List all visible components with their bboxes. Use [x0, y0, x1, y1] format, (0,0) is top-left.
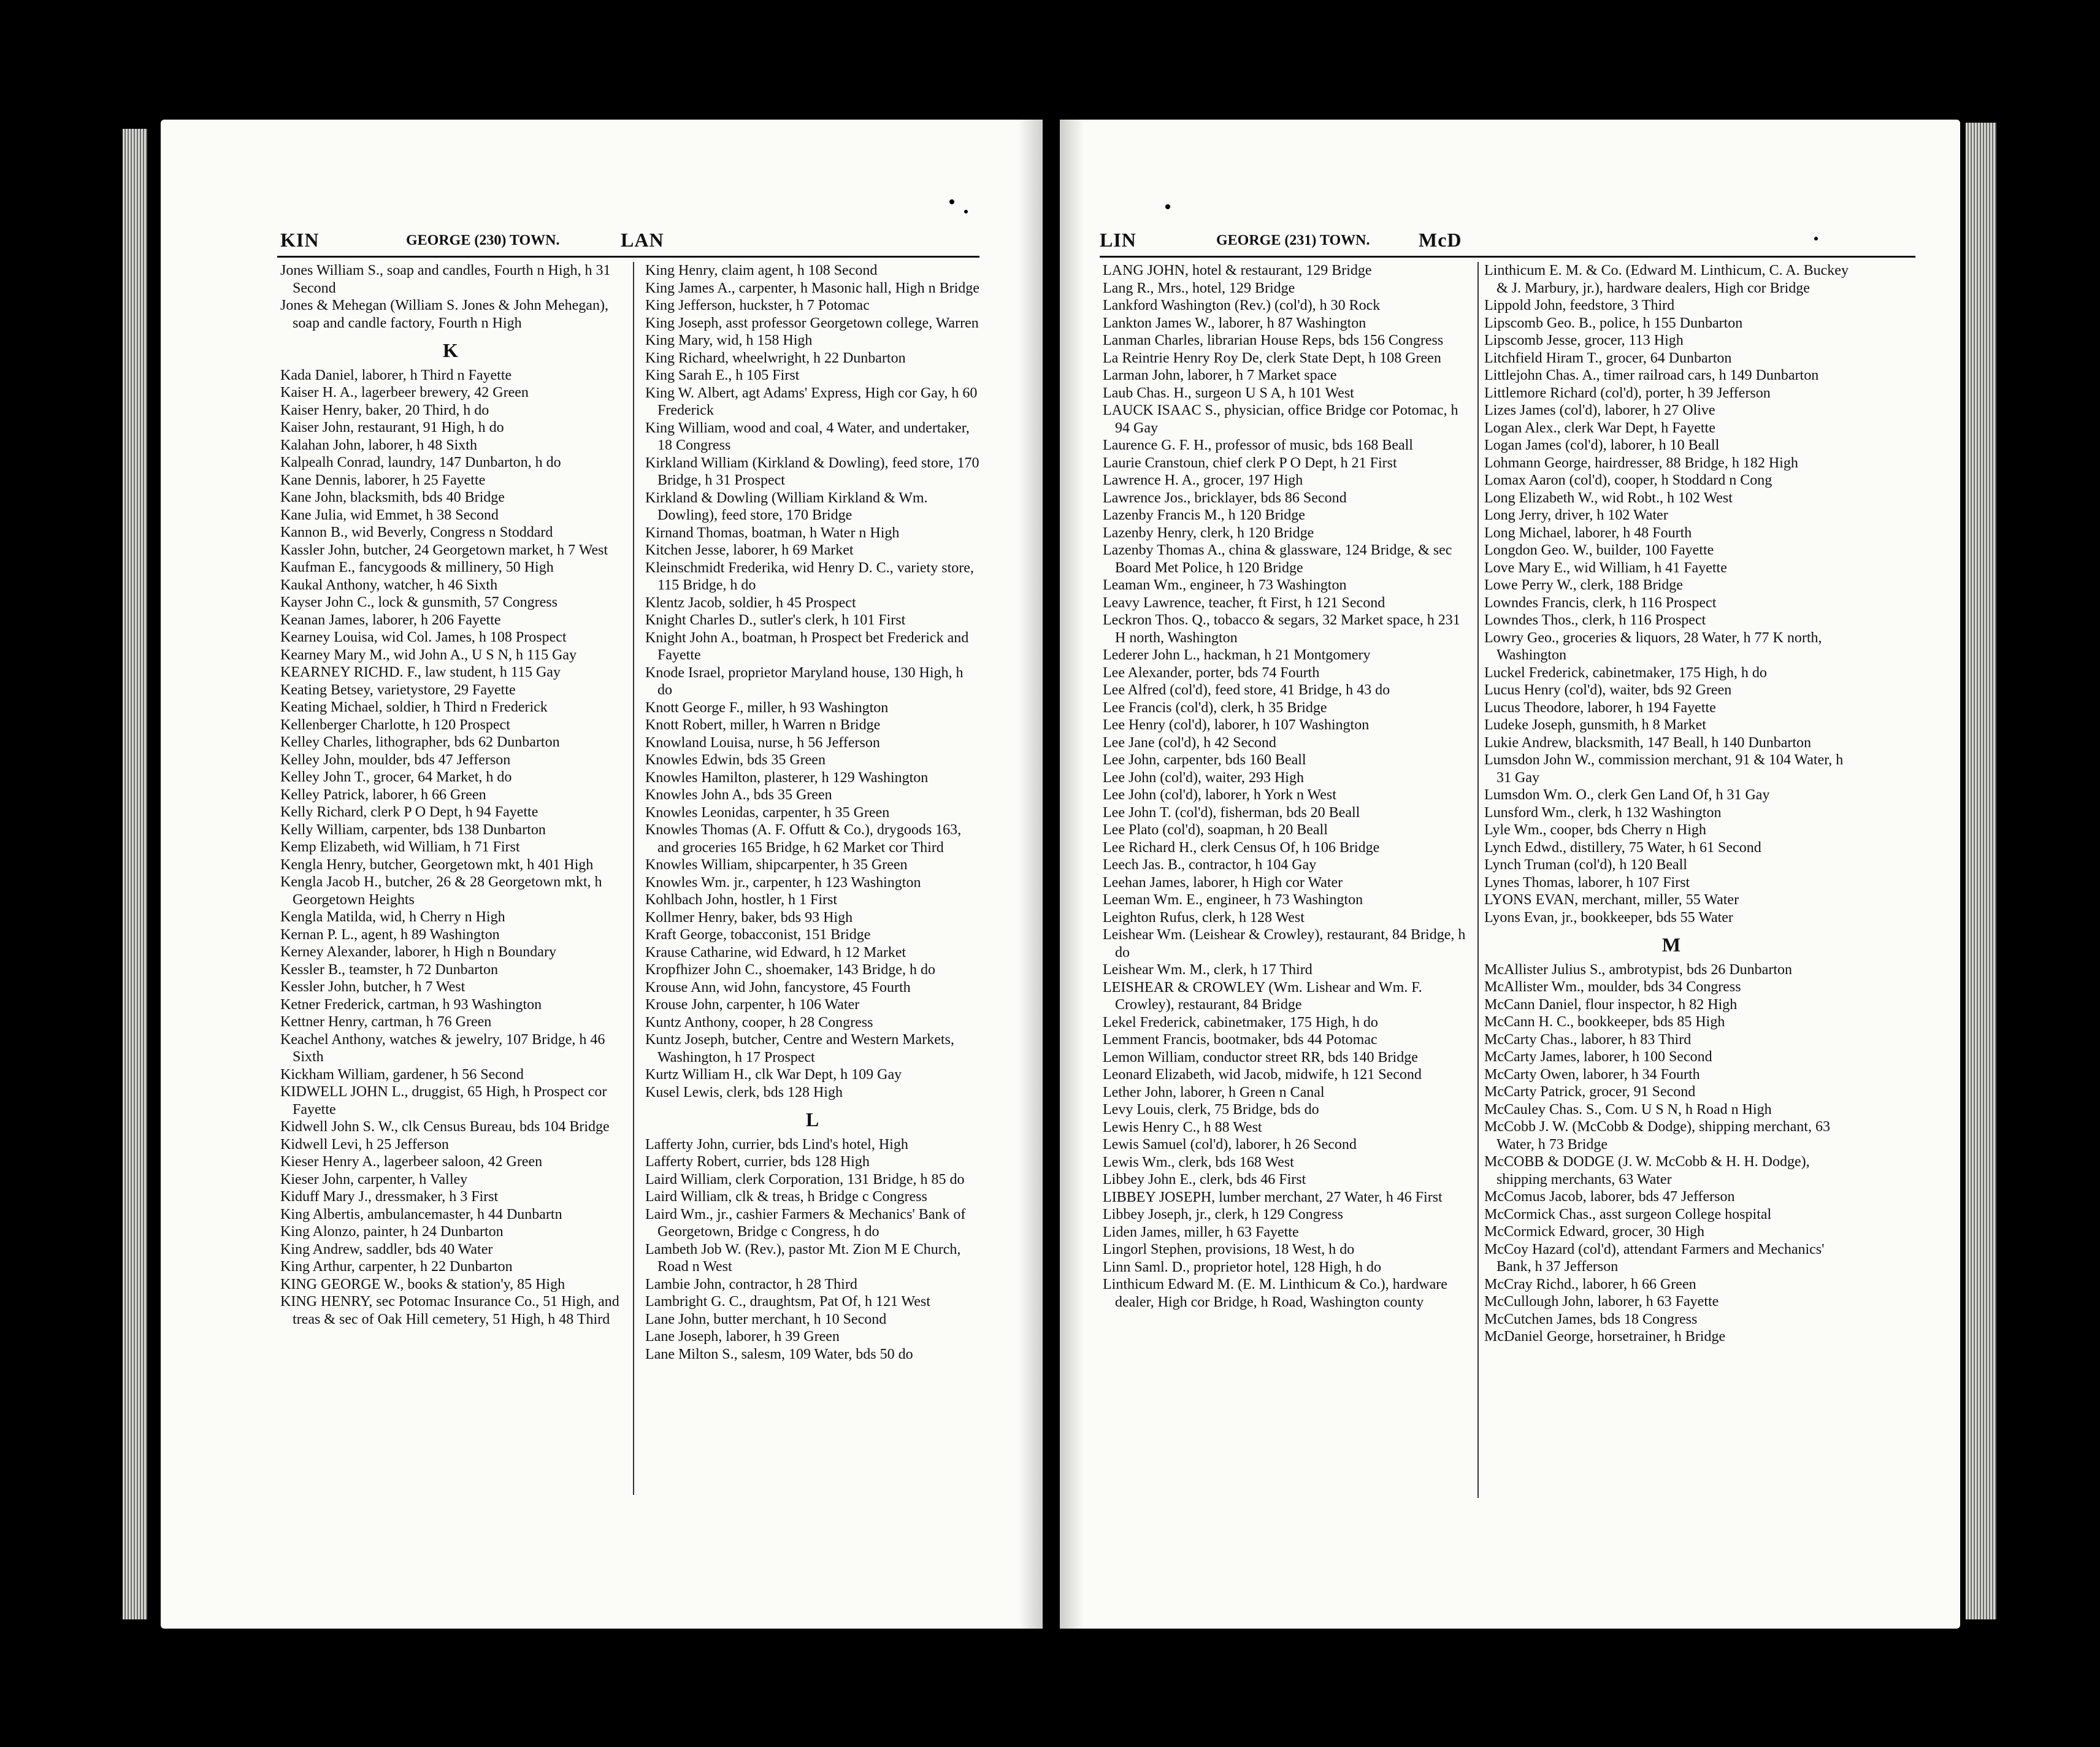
- ink-speck: [1165, 204, 1170, 209]
- directory-entry: LEISHEAR & CROWLEY (Wm. Lishear and Wm. F. Crowley), restaurant, 84 Bridge: [1103, 979, 1422, 1013]
- directory-entry: Kusel Lewis, clerk, bds 128 High: [645, 1084, 843, 1100]
- directory-entry: Lunsford Wm., clerk, h 132 Washington: [1484, 804, 1722, 821]
- directory-entry: Lether John, laborer, h Green n Canal: [1103, 1084, 1325, 1100]
- directory-entry: Lemment Francis, bootmaker, bds 44 Potomac: [1103, 1032, 1378, 1048]
- directory-entry: Lucus Henry (col'd), waiter, bds 92 Green: [1484, 682, 1732, 698]
- directory-entry: Lederer John L., hackman, h 21 Montgomery: [1103, 647, 1371, 663]
- directory-entry: Laurence G. F. H., professor of music, bds 168 Beall: [1103, 437, 1413, 453]
- directory-entry: Kaiser Henry, baker, 20 Third, h do: [280, 402, 489, 418]
- directory-column-2: [645, 262, 979, 1363]
- directory-entry: King William, wood and coal, 4 Water, and undertaker, 18 Congress: [645, 420, 970, 453]
- directory-entry: KING HENRY, sec Potomac Insurance Co., 51 High, and treas & sec of Oak Hill cemetery, 51 High, h 48 Third: [280, 1294, 619, 1327]
- directory-entry: Lee John, carpenter, bds 160 Beall: [1103, 752, 1306, 768]
- directory-entry: Knowles Hamilton, plasterer, h 129 Washington: [645, 769, 929, 786]
- directory-entry: McCOBB & DODGE (J. W. McCobb & H. H. Dodge), shipping merchants, 63 Water: [1484, 1154, 1810, 1188]
- directory-entry: Krouse John, carpenter, h 106 Water: [645, 997, 860, 1013]
- directory-entry: Lankford Washington (Rev.) (col'd), h 30 Rock: [1103, 298, 1381, 313]
- directory-entry: McCann H. C., bookkeeper, bds 85 High: [1484, 1014, 1725, 1030]
- directory-entry: Kelley John, moulder, bds 47 Jefferson: [280, 751, 511, 768]
- directory-entry: Littlejohn Chas. A., timer railroad cars, h 149 Dunbarton: [1484, 367, 1819, 383]
- directory-entry: Kearney Louisa, wid Col. James, h 108 Prospect: [280, 629, 567, 645]
- left-guide-word: KIN: [280, 229, 320, 251]
- directory-entry: Lipscomb Jesse, grocer, 113 High: [1484, 332, 1684, 348]
- directory-entry: Leishear Wm. (Leishear & Crowley), restaurant, 84 Bridge, h do: [1103, 927, 1466, 961]
- section-letter-heading: K: [443, 339, 458, 361]
- directory-entry: Litchfield Hiram T., grocer, 64 Dunbarton: [1484, 350, 1732, 366]
- directory-entry: Lyons Evan, jr., bookkeeper, bds 55 Water: [1484, 909, 1733, 926]
- directory-entry: Kieser John, carpenter, h Valley: [280, 1171, 468, 1188]
- directory-entry: Lee Richard H., clerk Census Of, h 106 Bridge: [1103, 839, 1380, 856]
- directory-entry: Kelley Patrick, laborer, h 66 Green: [280, 786, 486, 803]
- directory-entry: McCann Daniel, flour inspector, h 82 High: [1484, 996, 1738, 1013]
- directory-entry: Klentz Jacob, soldier, h 45 Prospect: [645, 594, 856, 611]
- directory-entry: Knott Robert, miller, h Warren n Bridge: [645, 717, 881, 733]
- directory-entry: McDaniel George, horsetrainer, h Bridge: [1484, 1329, 1726, 1345]
- column-divider: [633, 262, 634, 1495]
- directory-entry: Kalahan John, laborer, h 48 Sixth: [280, 437, 477, 453]
- directory-entry: Kelly Richard, clerk P O Dept, h 94 Fayette: [280, 804, 538, 820]
- running-title: GEORGE (230) TOWN.: [406, 232, 560, 248]
- directory-entry: Keachel Anthony, watches & jewelry, 107 Bridge, h 46 Sixth: [280, 1031, 605, 1065]
- directory-entry: Krouse Ann, wid John, fancystore, 45 Fourth: [645, 979, 911, 996]
- directory-entry: Kernan P. L., agent, h 89 Washington: [280, 926, 500, 943]
- directory-entry: Kelly William, carpenter, bds 138 Dunbarton: [280, 821, 546, 838]
- directory-entry: Kane John, blacksmith, bds 40 Bridge: [280, 490, 505, 505]
- directory-entry: Lucus Theodore, laborer, h 194 Fayette: [1484, 699, 1716, 716]
- directory-entry: Knowles Edwin, bds 35 Green: [645, 752, 826, 768]
- directory-entry: Leavy Lawrence, teacher, ft First, h 121 Second: [1103, 594, 1385, 611]
- directory-entry: Kellenberger Charlotte, h 120 Prospect: [280, 716, 510, 733]
- ink-speck: [1814, 237, 1818, 240]
- directory-entry: Levy Louis, clerk, 75 Bridge, bds do: [1103, 1102, 1319, 1118]
- running-title: GEORGE (231) TOWN.: [1216, 232, 1370, 248]
- directory-entry: Kengla Henry, butcher, Georgetown mkt, h 401 High: [280, 856, 594, 873]
- directory-entry: Lowndes Thos., clerk, h 116 Prospect: [1484, 612, 1706, 628]
- directory-entry: Leehan James, laborer, h High cor Water: [1103, 874, 1343, 891]
- directory-entry: Laird Wm., jr., cashier Farmers & Mechanics' Bank of Georgetown, Bridge c Congress, h do: [645, 1206, 966, 1240]
- directory-entry: McAllister Julius S., ambrotypist, bds 26 Dunbarton: [1484, 961, 1792, 978]
- directory-entry: Lane John, butter merchant, h 10 Second: [645, 1311, 887, 1327]
- directory-entry: Kengla Jacob H., butcher, 26 & 28 Georgetown mkt, h Georgetown Heights: [280, 874, 602, 908]
- directory-entry: Kemp Elizabeth, wid William, h 71 First: [280, 839, 520, 855]
- directory-entry: Lippold John, feedstore, 3 Third: [1484, 298, 1675, 313]
- directory-entry: King Jefferson, huckster, h 7 Potomac: [645, 298, 870, 313]
- directory-entry: Lohmann George, hairdresser, 88 Bridge, h 182 High: [1484, 455, 1798, 471]
- directory-entry: LIBBEY JOSEPH, lumber merchant, 27 Water, h 46 First: [1103, 1189, 1443, 1205]
- directory-entry: Kidwell Levi, h 25 Jefferson: [280, 1136, 449, 1153]
- section-letter-heading: M: [1661, 934, 1681, 956]
- directory-entry: Lee Francis (col'd), clerk, h 35 Bridge: [1103, 699, 1327, 716]
- directory-entry: Knowles John A., bds 35 Green: [645, 787, 832, 803]
- directory-entry: KING GEORGE W., books & station'y, 85 High: [280, 1276, 565, 1292]
- directory-entry: King Arthur, carpenter, h 22 Dunbarton: [280, 1259, 513, 1275]
- directory-entry: Logan James (col'd), laborer, h 10 Beall: [1484, 437, 1720, 453]
- directory-entry: Lawrence Jos., bricklayer, bds 86 Second: [1103, 490, 1347, 506]
- directory-entry: Luckel Frederick, cabinetmaker, 175 High, h do: [1484, 664, 1767, 681]
- directory-entry: Kollmer Henry, baker, bds 93 High: [645, 909, 853, 926]
- directory-entry: Lafferty Robert, currier, bds 128 High: [645, 1154, 870, 1170]
- directory-entry: KIDWELL JOHN L., druggist, 65 High, h Prospect cor Fayette: [280, 1084, 607, 1118]
- directory-entry: McCauley Chas. S., Com. U S N, h Road n High: [1484, 1101, 1772, 1118]
- directory-entry: Knight Charles D., sutler's clerk, h 101 First: [645, 612, 906, 628]
- directory-entry: Lee Jane (col'd), h 42 Second: [1103, 734, 1276, 751]
- directory-entry: McCarty James, laborer, h 100 Second: [1484, 1049, 1712, 1065]
- directory-entry: King Joseph, asst professor Georgetown college, Warren: [645, 315, 979, 331]
- directory-entry: Kaufman E., fancygoods & millinery, 50 High: [280, 559, 554, 575]
- directory-entry: Lee Alexander, porter, bds 74 Fourth: [1103, 664, 1320, 681]
- directory-entry: Kickham William, gardener, h 56 Second: [280, 1066, 524, 1083]
- directory-entry: Laird William, clerk Corporation, 131 Bridge, h 85 do: [645, 1171, 965, 1188]
- directory-entry: Lumsdon Wm. O., clerk Gen Land Of, h 31 Gay: [1484, 787, 1770, 803]
- directory-entry: Lazenby Henry, clerk, h 120 Bridge: [1103, 524, 1314, 541]
- directory-entry: Ketner Frederick, cartman, h 93 Washington: [280, 996, 542, 1013]
- directory-entry: Lane Milton S., salesm, 109 Water, bds 50 do: [645, 1346, 913, 1362]
- directory-column-4: [1484, 262, 1858, 1346]
- directory-entry: Linthicum E. M. & Co. (Edward M. Linthicum, C. A. Buckey & J. Marbury, jr.), hardware dealers, High cor Bridge: [1484, 263, 1849, 296]
- directory-entry: Kaukal Anthony, watcher, h 46 Sixth: [280, 577, 498, 593]
- directory-entry: Knight John A., boatman, h Prospect bet Frederick and Fayette: [645, 629, 969, 663]
- directory-entry: McCarty Patrick, grocer, 91 Second: [1484, 1084, 1696, 1100]
- directory-entry: Jones William S., soap and candles, Fourth n High, h 31 Second: [280, 263, 611, 296]
- directory-entry: Laub Chas. H., surgeon U S A, h 101 West: [1103, 385, 1354, 401]
- directory-entry: Jones & Mehegan (William S. Jones & John Mehegan), soap and candle factory, Fourth n High: [280, 298, 608, 331]
- directory-entry: Kalpealh Conrad, laundry, 147 Dunbarton, h do: [280, 455, 561, 470]
- directory-entry: Laurie Cranstoun, chief clerk P O Dept, h 21 First: [1103, 455, 1397, 471]
- directory-entry: Libbey Joseph, jr., clerk, h 129 Congress: [1103, 1207, 1343, 1223]
- directory-entry: Long Jerry, driver, h 102 Water: [1484, 507, 1668, 523]
- directory-entry: Lambie John, contractor, h 28 Third: [645, 1276, 857, 1292]
- directory-entry: Knowland Louisa, nurse, h 56 Jefferson: [645, 734, 880, 751]
- directory-entry: Kieser Henry A., lagerbeer saloon, 42 Green: [280, 1154, 543, 1170]
- directory-entry: Lee John (col'd), laborer, h York n West: [1103, 787, 1336, 803]
- directory-entry: Lewis Samuel (col'd), laborer, h 26 Second: [1103, 1137, 1357, 1153]
- directory-entry: Leonard Elizabeth, wid Jacob, midwife, h 121 Second: [1103, 1067, 1422, 1083]
- directory-entry: Long Michael, laborer, h 48 Fourth: [1484, 524, 1692, 541]
- directory-entry: Lowndes Francis, clerk, h 116 Prospect: [1484, 594, 1717, 611]
- directory-entry: Lafferty John, currier, bds Lind's hotel, High: [645, 1136, 908, 1153]
- directory-entry: Kropfhizer John C., shoemaker, 143 Bridge, h do: [645, 962, 935, 978]
- directory-entry: Longdon Geo. W., builder, 100 Fayette: [1484, 542, 1714, 558]
- directory-entry: KEARNEY RICHD. F., law student, h 115 Gay: [280, 664, 561, 680]
- directory-entry: Kane Julia, wid Emmet, h 38 Second: [280, 507, 499, 523]
- directory-entry: Kada Daniel, laborer, h Third n Fayette: [280, 367, 512, 383]
- gutter-shadow: [1060, 120, 1084, 1629]
- directory-entry: King James A., carpenter, h Masonic hall, High n Bridge: [645, 280, 979, 296]
- directory-entry: Lazenby Thomas A., china & glassware, 124 Bridge, & sec Board Met Police, h 120 Bridge: [1103, 542, 1452, 576]
- directory-entry: Kearney Mary M., wid John A., U S N, h 115 Gay: [280, 647, 577, 663]
- directory-entry: Kaiser H. A., lagerbeer brewery, 42 Green: [280, 385, 529, 401]
- page-edge-right: [1966, 123, 1996, 1619]
- directory-entry: Libbey John E., clerk, bds 46 First: [1103, 1172, 1306, 1188]
- directory-entry: Knowles Thomas (A. F. Offutt & Co.), drygoods 163, and groceries 165 Bridge, h 62 Market cor Third: [645, 822, 962, 856]
- directory-entry: King Richard, wheelwright, h 22 Dunbarton: [645, 350, 906, 366]
- directory-entry: Lazenby Francis M., h 120 Bridge: [1103, 507, 1305, 523]
- directory-entry: Kuntz Anthony, cooper, h 28 Congress: [645, 1014, 873, 1031]
- directory-entry: Kelley John T., grocer, 64 Market, h do: [280, 769, 512, 785]
- right-page: [1060, 120, 1960, 1629]
- directory-entry: LAUCK ISAAC S., physician, office Bridge cor Potomac, h 94 Gay: [1103, 402, 1458, 436]
- directory-entry: McAllister Wm., moulder, bds 34 Congress: [1484, 979, 1741, 995]
- directory-entry: Kelley Charles, lithographer, bds 62 Dunbarton: [280, 734, 560, 750]
- directory-entry: Kleinschmidt Frederika, wid Henry D. C., variety store, 115 Bridge, h do: [645, 559, 974, 593]
- directory-entry: McComus Jacob, laborer, bds 47 Jefferson: [1484, 1189, 1735, 1205]
- directory-entry: Kuntz Joseph, butcher, Centre and Western Markets, Washington, h 17 Prospect: [645, 1032, 954, 1065]
- directory-entry: Knott George F., miller, h 93 Washington: [645, 699, 889, 716]
- directory-entry: Long Elizabeth W., wid Robt., h 102 West: [1484, 490, 1733, 506]
- directory-entry: Lipscomb Geo. B., police, h 155 Dunbarton: [1484, 315, 1743, 331]
- directory-entry: Lewis Henry C., h 88 West: [1103, 1119, 1262, 1135]
- directory-entry: McCarty Chas., laborer, h 83 Third: [1484, 1031, 1692, 1048]
- directory-entry: Knowles William, shipcarpenter, h 35 Green: [645, 857, 908, 873]
- directory-entry: Kidwell John S. W., clk Census Bureau, bds 104 Bridge: [280, 1119, 610, 1135]
- directory-entry: Linn Saml. D., proprietor hotel, 128 High, h do: [1103, 1259, 1381, 1275]
- directory-entry: Kerney Alexander, laborer, h High n Boundary: [280, 944, 556, 960]
- directory-entry: Ludeke Joseph, gunsmith, h 8 Market: [1484, 717, 1706, 733]
- section-letter-heading: L: [805, 1108, 819, 1131]
- directory-entry: King Mary, wid, h 158 High: [645, 332, 813, 348]
- directory-entry: Keating Betsey, varietystore, 29 Fayette: [280, 682, 516, 698]
- directory-entry: McCormick Chas., asst surgeon College hospital: [1484, 1206, 1772, 1223]
- directory-entry: Knowles Wm. jr., carpenter, h 123 Washington: [645, 874, 921, 891]
- directory-entry: Lawrence H. A., grocer, 197 High: [1103, 472, 1303, 488]
- directory-entry: Lumsdon John W., commission merchant, 91 & 104 Water, h 31 Gay: [1484, 752, 1844, 786]
- directory-entry: King Henry, claim agent, h 108 Second: [645, 263, 878, 278]
- directory-column-3: [1103, 262, 1471, 1311]
- directory-entry: Lee Alfred (col'd), feed store, 41 Bridge, h 43 do: [1103, 682, 1390, 698]
- directory-entry: LANG JOHN, hotel & restaurant, 129 Bridge: [1103, 263, 1372, 278]
- directory-entry: Kannon B., wid Beverly, Congress n Stoddard: [280, 524, 553, 540]
- directory-entry: Lambright G. C., draughtsm, Pat Of, h 121 West: [645, 1294, 930, 1310]
- left-guide-word: LIN: [1100, 229, 1136, 251]
- directory-entry: Lane Joseph, laborer, h 39 Green: [645, 1329, 840, 1345]
- directory-entry: Lingorl Stephen, provisions, 18 West, h do: [1103, 1242, 1355, 1257]
- directory-entry: Kayser John C., lock & gunsmith, 57 Congress: [280, 594, 558, 610]
- directory-entry: Kraft George, tobacconist, 151 Bridge: [645, 927, 871, 943]
- directory-entry: King Alonzo, painter, h 24 Dunbarton: [280, 1224, 504, 1240]
- directory-entry: Kurtz William H., clk War Dept, h 109 Gay: [645, 1067, 902, 1083]
- directory-entry: Lang R., Mrs., hotel, 129 Bridge: [1103, 280, 1295, 296]
- directory-entry: McCray Richd., laborer, h 66 Green: [1484, 1276, 1696, 1292]
- directory-entry: McCobb J. W. (McCobb & Dodge), shipping merchant, 63 Water, h 73 Bridge: [1484, 1119, 1830, 1153]
- directory-entry: Kengla Matilda, wid, h Cherry n High: [280, 909, 505, 925]
- header-rule: [277, 256, 979, 258]
- directory-entry: Keanan James, laborer, h 206 Fayette: [280, 612, 501, 628]
- directory-entry: Linthicum Edward M. (E. M. Linthicum & Co.), hardware dealer, High cor Bridge, h Road, Washington county: [1103, 1277, 1447, 1310]
- right-guide-word: LAN: [621, 229, 664, 251]
- gutter-shadow: [1018, 120, 1043, 1629]
- directory-entry: Lankton James W., laborer, h 87 Washington: [1103, 315, 1366, 331]
- directory-entry: Lambeth Job W. (Rev.), pastor Mt. Zion M E Church, Road n West: [645, 1241, 961, 1275]
- directory-entry: Lee John T. (col'd), fisherman, bds 20 Beall: [1103, 804, 1360, 821]
- directory-entry: McCoy Hazard (col'd), attendant Farmers and Mechanics' Bank, h 37 Jefferson: [1484, 1241, 1825, 1275]
- directory-entry: Kirkland & Dowling (William Kirkland & Wm. Dowling), feed store, 170 Bridge: [645, 490, 928, 523]
- directory-entry: Leaman Wm., engineer, h 73 Washington: [1103, 577, 1347, 593]
- directory-entry: Lomax Aaron (col'd), cooper, h Stoddard n Cong: [1484, 472, 1772, 488]
- directory-entry: Lowry Geo., groceries & liquors, 28 Water, h 77 K north, Washington: [1484, 629, 1822, 663]
- directory-entry: McCutchen James, bds 18 Congress: [1484, 1311, 1698, 1327]
- directory-entry: McCarty Owen, laborer, h 34 Fourth: [1484, 1066, 1700, 1083]
- directory-entry: Lewis Wm., clerk, bds 168 West: [1103, 1154, 1294, 1170]
- ink-speck: [949, 199, 954, 204]
- directory-entry: Lynch Edwd., distillery, 75 Water, h 61 Second: [1484, 839, 1761, 856]
- directory-entry: Lanman Charles, librarian House Reps, bds 156 Congress: [1103, 332, 1444, 348]
- directory-entry: Kaiser John, restaurant, 91 High, h do: [280, 420, 504, 436]
- header-rule: [1100, 256, 1915, 258]
- page-header: [1100, 229, 1909, 259]
- directory-entry: McCullough John, laborer, h 63 Fayette: [1484, 1294, 1719, 1310]
- directory-column-1: [280, 262, 621, 1328]
- directory-entry: Lynch Truman (col'd), h 120 Beall: [1484, 857, 1687, 873]
- directory-entry: Liden James, miller, h 63 Fayette: [1103, 1224, 1299, 1240]
- directory-entry: Lyle Wm., cooper, bds Cherry n High: [1484, 822, 1706, 838]
- right-guide-word: McD: [1419, 229, 1462, 251]
- directory-entry: Lizes James (col'd), laborer, h 27 Olive: [1484, 402, 1715, 418]
- directory-entry: Knowles Leonidas, carpenter, h 35 Green: [645, 804, 890, 821]
- column-divider: [1477, 262, 1479, 1498]
- directory-entry: Keating Michael, soldier, h Third n Frederick: [280, 699, 548, 715]
- directory-entry: Kessler John, butcher, h 7 West: [280, 979, 466, 995]
- directory-entry: Leckron Thos. Q., tobacco & segars, 32 Market space, h 231 H north, Washington: [1103, 612, 1460, 646]
- directory-entry: McCormick Edward, grocer, 30 High: [1484, 1224, 1704, 1240]
- directory-entry: Lowe Perry W., clerk, 188 Bridge: [1484, 577, 1683, 593]
- directory-entry: Lemon William, conductor street RR, bds 140 Bridge: [1103, 1049, 1418, 1065]
- directory-entry: Kassler John, butcher, 24 Georgetown market, h 7 West: [280, 542, 608, 558]
- ink-speck: [964, 210, 968, 213]
- page-edge-left: [123, 129, 147, 1619]
- directory-entry: Lynes Thomas, laborer, h 107 First: [1484, 874, 1690, 891]
- directory-entry: Laird William, clk & treas, h Bridge c Congress: [645, 1189, 927, 1205]
- directory-entry: King Albertis, ambulancemaster, h 44 Dunbartn: [280, 1206, 562, 1223]
- directory-entry: Kane Dennis, laborer, h 25 Fayette: [280, 472, 486, 488]
- directory-entry: Larman John, laborer, h 7 Market space: [1103, 367, 1337, 383]
- directory-entry: Lee Plato (col'd), soapman, h 20 Beall: [1103, 822, 1328, 838]
- directory-entry: Kirnand Thomas, boatman, h Water n High: [645, 524, 900, 541]
- directory-entry: Lekel Frederick, cabinetmaker, 175 High, h do: [1103, 1014, 1378, 1031]
- directory-entry: Lee John (col'd), waiter, 293 High: [1103, 769, 1304, 786]
- directory-entry: Kessler B., teamster, h 72 Dunbarton: [280, 961, 498, 978]
- directory-entry: Kitchen Jesse, laborer, h 69 Market: [645, 542, 854, 558]
- page-header: [280, 229, 973, 259]
- directory-entry: Kohlbach John, hostler, h 1 First: [645, 892, 838, 908]
- directory-entry: Leeman Wm. E., engineer, h 73 Washington: [1103, 892, 1363, 908]
- directory-entry: Leech Jas. B., contractor, h 104 Gay: [1103, 857, 1317, 873]
- directory-entry: Lukie Andrew, blacksmith, 147 Beall, h 140 Dunbarton: [1484, 734, 1812, 751]
- directory-entry: Love Mary E., wid William, h 41 Fayette: [1484, 559, 1727, 576]
- directory-entry: King W. Albert, agt Adams' Express, High cor Gay, h 60 Frederick: [645, 385, 978, 418]
- directory-entry: Leishear Wm. M., clerk, h 17 Third: [1103, 962, 1312, 978]
- directory-entry: Littlemore Richard (col'd), porter, h 39 Jefferson: [1484, 385, 1771, 401]
- directory-entry: Kiduff Mary J., dressmaker, h 3 First: [280, 1189, 499, 1205]
- directory-entry: LYONS EVAN, merchant, miller, 55 Water: [1484, 892, 1739, 908]
- directory-entry: Logan Alex., clerk War Dept, h Fayette: [1484, 420, 1715, 436]
- directory-entry: Knode Israel, proprietor Maryland house, 130 High, h do: [645, 664, 964, 698]
- directory-entry: King Andrew, saddler, bds 40 Water: [280, 1241, 493, 1257]
- directory-entry: Leighton Rufus, clerk, h 128 West: [1103, 909, 1305, 926]
- directory-entry: Lee Henry (col'd), laborer, h 107 Washington: [1103, 717, 1370, 733]
- directory-entry: La Reintrie Henry Roy De, clerk State Dept, h 108 Green: [1103, 350, 1441, 366]
- left-page: [161, 120, 1043, 1629]
- directory-entry: Kettner Henry, cartman, h 76 Green: [280, 1014, 492, 1030]
- directory-entry: King Sarah E., h 105 First: [645, 367, 800, 383]
- directory-entry: Krause Catharine, wid Edward, h 12 Market: [645, 944, 906, 961]
- directory-entry: Kirkland William (Kirkland & Dowling), feed store, 170 Bridge, h 31 Prospect: [645, 455, 979, 488]
